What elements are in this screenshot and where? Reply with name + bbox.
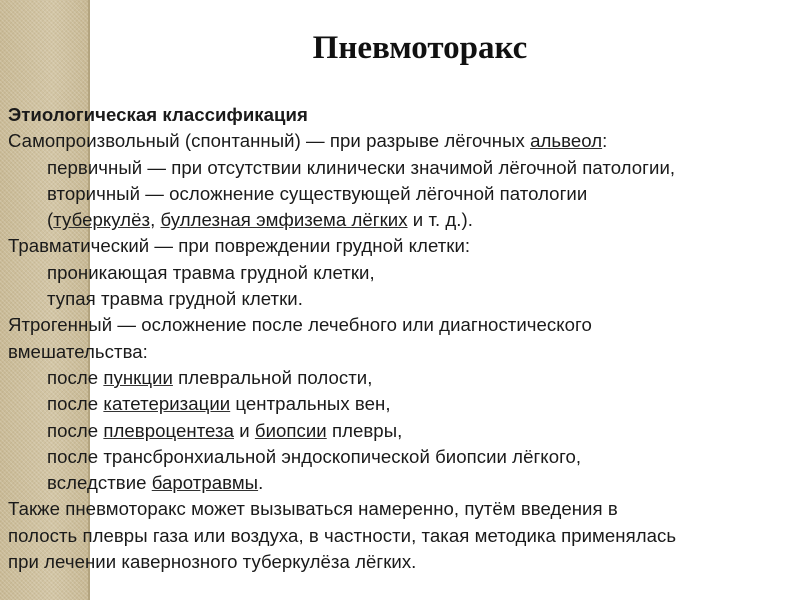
spontaneous-line [8,128,798,154]
barotrauma-pre: вследствие [47,472,152,494]
also-line-3: при лечении кавернозного туберкулёза лёгких. [8,551,417,573]
blunt-trauma-line: тупая травма грудной клетки. [47,288,303,310]
secondary-line: вторичный — осложнение существующей лёгочной патологии [47,182,588,204]
puncture-pre: после [47,366,104,388]
barotrauma-line [8,470,798,496]
biopsy-link[interactable]: биопсии [254,419,327,441]
also-line-1: Также пневмоторакс может вызываться намеренно, путём введения в [8,498,618,520]
catheterization-post: центральных вен, [230,393,391,415]
paren-open: ( [47,209,54,231]
alveoli-link[interactable]: альвеол [530,130,603,152]
comma-separator: , [150,209,161,231]
pleura-text: плевры, [326,419,403,441]
pleurocentesis-link[interactable]: плевроцентеза [103,419,234,441]
barotrauma-post: . [258,472,264,494]
puncture-line [8,365,798,391]
puncture-post: плевральной полости, [172,366,373,388]
slide-title: Пневмоторакс [312,30,528,66]
tuberculosis-link[interactable]: туберкулёз [53,209,151,231]
secondary-examples-line [8,207,798,233]
slide-body [8,102,798,575]
section-heading: Этиологическая классификация [8,104,308,125]
pleurocentesis-pre: после [47,419,104,441]
primary-line: первичный — при отсутствии клинически значимой лёгочной патологии, [47,156,676,178]
transbronchial-line: после трансбронхиальной эндоскопической биопсии лёгкого, [47,445,582,467]
traumatic-line: Травматический — при повреждении грудной клетки: [8,235,471,257]
catheterization-pre: после [47,393,104,415]
penetrating-trauma-line: проникающая травма грудной клетки, [47,261,375,283]
spontaneous-colon: : [602,130,608,152]
catheterization-line [8,391,798,417]
and-text: и [234,419,255,441]
bullous-emphysema-link[interactable]: буллезная эмфизема лёгких [160,209,408,231]
also-line-2: полость плевры газа или воздуха, в частности, такая методика применялась [8,524,677,546]
iatrogenic-line-cont: вмешательства: [8,340,148,362]
spontaneous-text: Самопроизвольный (спонтанный) — при разрыве лёгочных [8,130,531,152]
pleurocentesis-line [8,418,798,444]
iatrogenic-line: Ятрогенный — осложнение после лечебного или диагностического [8,314,592,336]
barotrauma-link[interactable]: баротравмы [151,472,259,494]
catheterization-link[interactable]: катетеризации [103,393,231,415]
puncture-link[interactable]: пункции [103,366,173,388]
etc-text: и т. д.). [407,209,473,231]
